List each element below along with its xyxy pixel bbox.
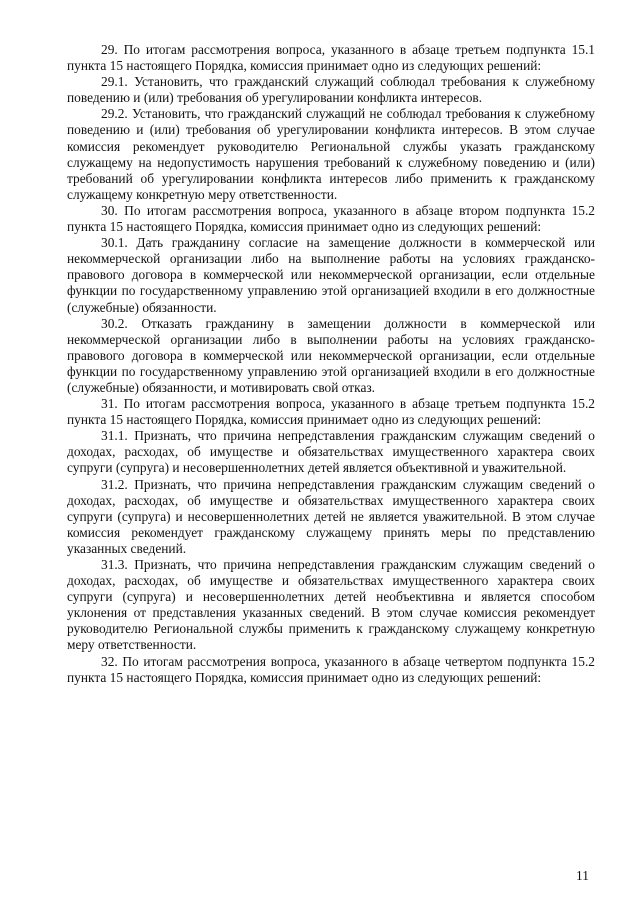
document-page: [67, 42, 595, 686]
paragraph-30-2: 30.2. Отказать гражданину в замещении должности в коммерческой или некоммерческой организации либо в выполнении работы на условиях гражданско-правового договора в коммерческой или некоммерческой организации, если отдельные функции по государственному управлению этой организацией входили в его должностные (служебные) обязанности, и мотивировать свой отказ.: [67, 315, 595, 395]
paragraph-30-1: 30.1. Дать гражданину согласие на замещение должности в коммерческой или некоммерческой организации либо на выполнение работы на условиях гражданско-правового договора в коммерческой или некоммерческой организации, если отдельные функции по государственному управлению этой организацией входили в его должностные (служебные) обязанности.: [67, 235, 595, 315]
paragraph-29-1: 29.1. Установить, что гражданский служащий соблюдал требования к служебному поведению и (или) требования об урегулировании конфликта интересов.: [67, 74, 595, 106]
paragraph-31-2: 31.2. Признать, что причина непредставления гражданским служащим сведений о доходах, расходах, об имуществе и обязательствах имущественного характера своих супруги (супруга) и несовершеннолетних детей не является уважительной. В этом случае комиссия рекомендует гражданскому служащему принять меры по представлению указанных сведений.: [67, 476, 595, 556]
paragraph-31-3: 31.3. Признать, что причина непредставления гражданским служащим сведений о доходах, расходах, об имуществе и обязательствах имущественного характера своих супруги (супруга) и несовершеннолетних детей необъективна и является способом уклонения от представления указанных сведений. В этом случае комиссия рекомендует руководителю Региональной службы применить к гражданскому служащему конкретную меру ответственности.: [67, 557, 595, 653]
paragraph-31: 31. По итогам рассмотрения вопроса, указанного в абзаце третьем подпункта 15.2 пункта 15 настоящего Порядка, комиссия принимает одно из следующих решений:: [67, 396, 595, 428]
paragraph-29: 29. По итогам рассмотрения вопроса, указанного в абзаце третьем подпункта 15.1 пункта 15 настоящего Порядка, комиссия принимает одно из следующих решений:: [67, 42, 595, 74]
paragraph-32: 32. По итогам рассмотрения вопроса, указанного в абзаце четвертом подпункта 15.2 пункта 15 настоящего Порядка, комиссия принимает одно из следующих решений:: [67, 653, 595, 685]
page-number: 11: [576, 868, 589, 883]
paragraph-30: 30. По итогам рассмотрения вопроса, указанного в абзаце втором подпункта 15.2 пункта 15 настоящего Порядка, комиссия принимает одно из следующих решений:: [67, 202, 595, 235]
paragraph-31-1: 31.1. Признать, что причина непредставления гражданским служащим сведений о доходах, расходах, об имуществе и обязательствах имущественного характера своих супруги (супруга) и несовершеннолетних детей является объективной и уважительной.: [67, 428, 595, 476]
paragraph-29-2: 29.2. Установить, что гражданский служащий не соблюдал требования к служебному поведению и (или) требования об урегулировании конфликта интересов. В этом случае комиссия рекомендует руководителю Региональной службы указать гражданскому служащему на недопустимость нарушения требований к служебному поведению и (или) требований об урегулировании конфликта интересов либо применить к гражданскому служащему конкретную меру ответственности.: [67, 106, 595, 202]
